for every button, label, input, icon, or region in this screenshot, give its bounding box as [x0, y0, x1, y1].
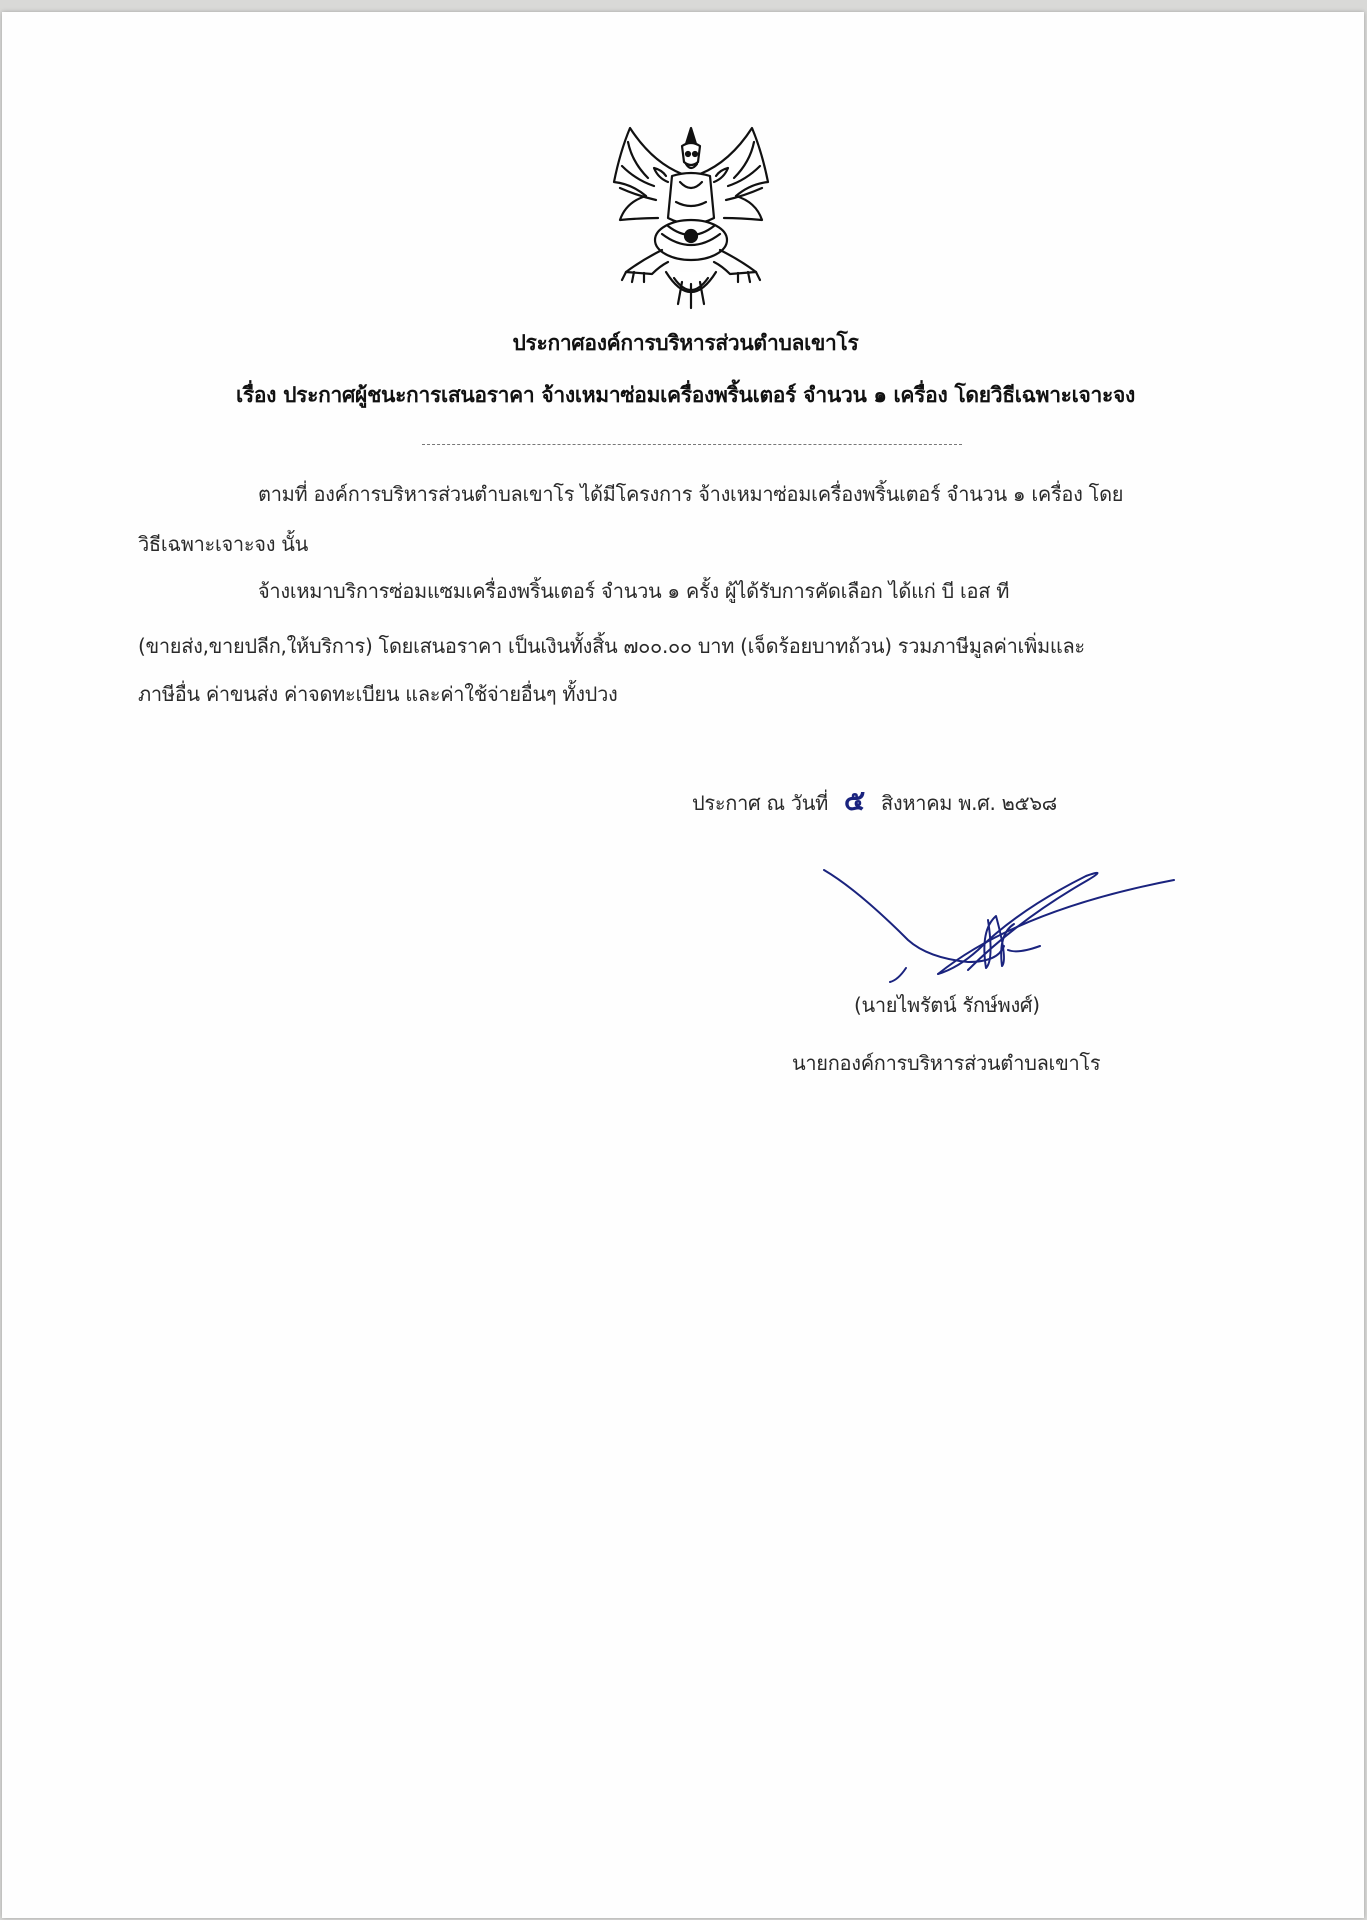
- title-divider: [422, 444, 962, 445]
- document-page: [2, 12, 1364, 1918]
- date-month-year: สิงหาคม พ.ศ. ๒๕๖๘: [881, 791, 1057, 815]
- signer-name: (นายไพรัตน์ รักษ์พงศ์): [854, 993, 1040, 1017]
- garuda-emblem-icon: [602, 122, 780, 312]
- paragraph-2-line-1: จ้างเหมาบริการซ่อมแซมเครื่องพริ้นเตอร์ จำนวน ๑ ครั้ง ผู้ได้รับการคัดเลือก ได้แก่ บี เอส ที: [258, 579, 1010, 603]
- paragraph-2-line-3: ภาษีอื่น ค่าขนส่ง ค่าจดทะเบียน และค่าใช้จ่ายอื่นๆ ทั้งปวง: [138, 682, 618, 706]
- announcement-title: ประกาศองค์การบริหารส่วนตำบลเขาโร: [512, 331, 859, 355]
- announcement-date: [692, 779, 1057, 823]
- handwritten-signature-icon: [818, 850, 1178, 990]
- signer-position: นายกองค์การบริหารส่วนตำบลเขาโร: [792, 1051, 1101, 1075]
- announcement-subject: เรื่อง ประกาศผู้ชนะการเสนอราคา จ้างเหมาซ่อมเครื่องพริ้นเตอร์ จำนวน ๑ เครื่อง โดยวิธีเฉพาะเจาะจง: [236, 383, 1135, 407]
- paragraph-2-line-2: (ขายส่ง,ขายปลีก,ให้บริการ) โดยเสนอราคา เป็นเงินทั้งสิ้น ๗๐๐.๐๐ บาท (เจ็ดร้อยบาทถ้วน) รวมภาษีมูลค่าเพิ่มและ: [138, 634, 1085, 658]
- paragraph-1-line-2: วิธีเฉพาะเจาะจง นั้น: [138, 532, 308, 556]
- date-day-handwritten: ๕: [844, 784, 865, 817]
- date-label: ประกาศ ณ วันที่: [692, 791, 828, 815]
- paragraph-1-line-1: ตามที่ องค์การบริหารส่วนตำบลเขาโร ได้มีโครงการ จ้างเหมาซ่อมเครื่องพริ้นเตอร์ จำนวน ๑ เครื่อง โดย: [258, 482, 1124, 506]
